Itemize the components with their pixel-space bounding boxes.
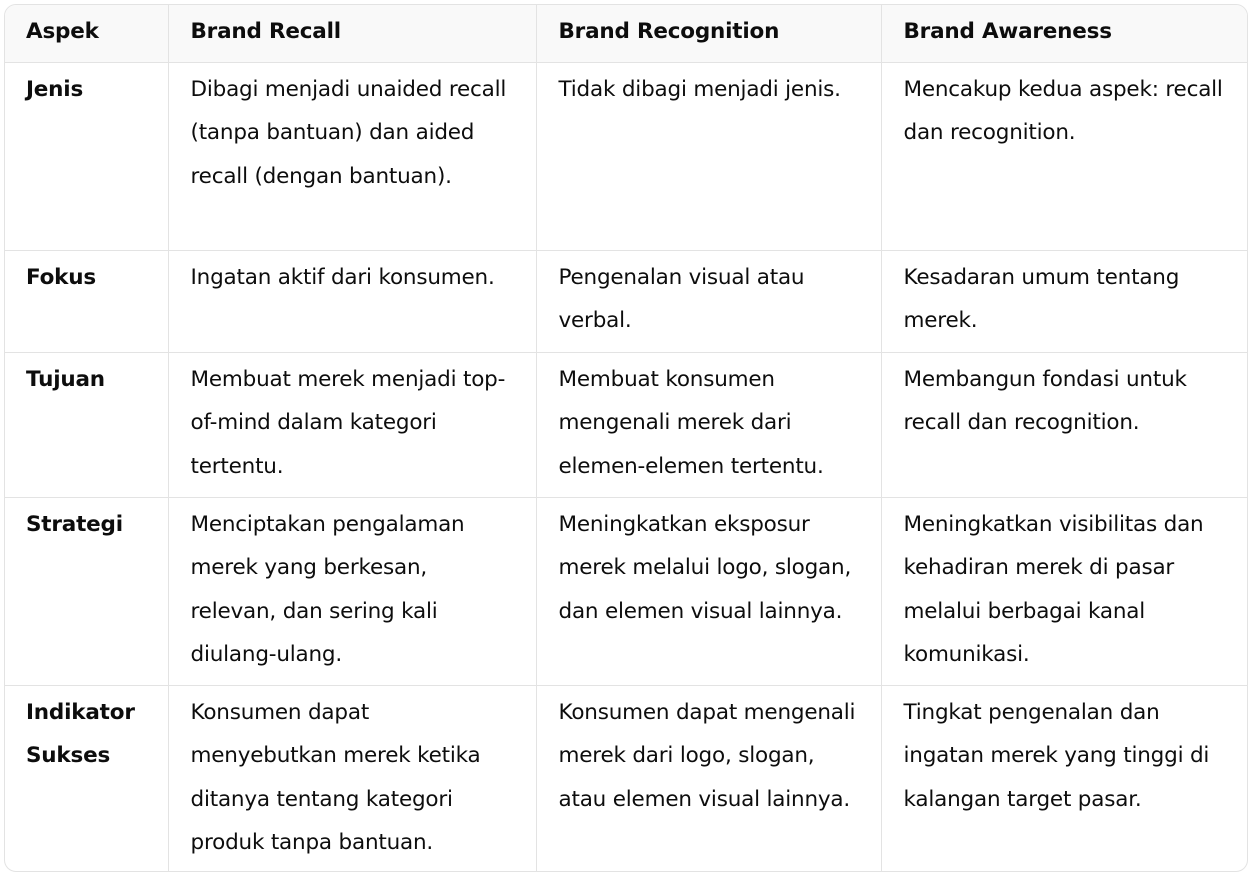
header-brand-recall: Brand Recall [168, 5, 536, 62]
table-header-row [5, 5, 1248, 62]
row-aspect-label: Fokus [5, 250, 168, 352]
comparison-table-container [4, 4, 1248, 872]
row-aspect-label: Strategi [5, 497, 168, 685]
cell-brand-recognition: Meningkatkan eksposur merek melalui logo, slogan, dan elemen visual lainnya. [536, 497, 881, 685]
table-row [5, 685, 1248, 872]
cell-brand-awareness: Membangun fondasi untuk recall dan recognition. [881, 352, 1248, 497]
cell-brand-recall: Menciptakan pengalaman merek yang berkesan, relevan, dan sering kali diulang-ulang. [168, 497, 536, 685]
row-aspect-label: Jenis [5, 62, 168, 250]
row-aspect-label: Indikator Sukses [5, 685, 168, 872]
brand-comparison-table [5, 5, 1248, 872]
header-brand-recognition: Brand Recognition [536, 5, 881, 62]
cell-brand-awareness: Tingkat pengenalan dan ingatan merek yang tinggi di kalangan target pasar. [903, 699, 1210, 812]
cell-brand-awareness: Mencakup kedua aspek: recall dan recognition. [881, 62, 1248, 250]
table-row [5, 62, 1248, 250]
row-aspect-label: Tujuan [5, 352, 168, 497]
cell-brand-recognition: Membuat konsumen mengenali merek dari elemen-elemen tertentu. [536, 352, 881, 497]
cell-brand-recall: Dibagi menjadi unaided recall (tanpa bantuan) dan aided recall (dengan bantuan). [168, 62, 536, 250]
cell-brand-awareness: Kesadaran umum tentang merek. [881, 250, 1248, 352]
cell-brand-recall: Ingatan aktif dari konsumen. [168, 250, 536, 352]
cell-brand-recall: Membuat merek menjadi top-of-mind dalam kategori tertentu. [168, 352, 536, 497]
header-aspek: Aspek [5, 5, 168, 62]
cell-brand-recognition: Pengenalan visual atau verbal. [536, 250, 881, 352]
cell-brand-awareness: Meningkatkan visibilitas dan kehadiran merek di pasar melalui berbagai kanal komunikasi. [881, 497, 1248, 685]
table-row [5, 497, 1248, 685]
cell-brand-recognition: Tidak dibagi menjadi jenis. [536, 62, 881, 250]
table-row [5, 250, 1248, 352]
header-brand-awareness: Brand Awareness [881, 5, 1248, 62]
cell-brand-recognition: Konsumen dapat mengenali merek dari logo, slogan, atau elemen visual lainnya. [536, 685, 881, 872]
cell-brand-recall: Konsumen dapat menyebutkan merek ketika ditanya tentang kategori produk tanpa bantuan. [168, 685, 536, 872]
table-row [5, 352, 1248, 497]
